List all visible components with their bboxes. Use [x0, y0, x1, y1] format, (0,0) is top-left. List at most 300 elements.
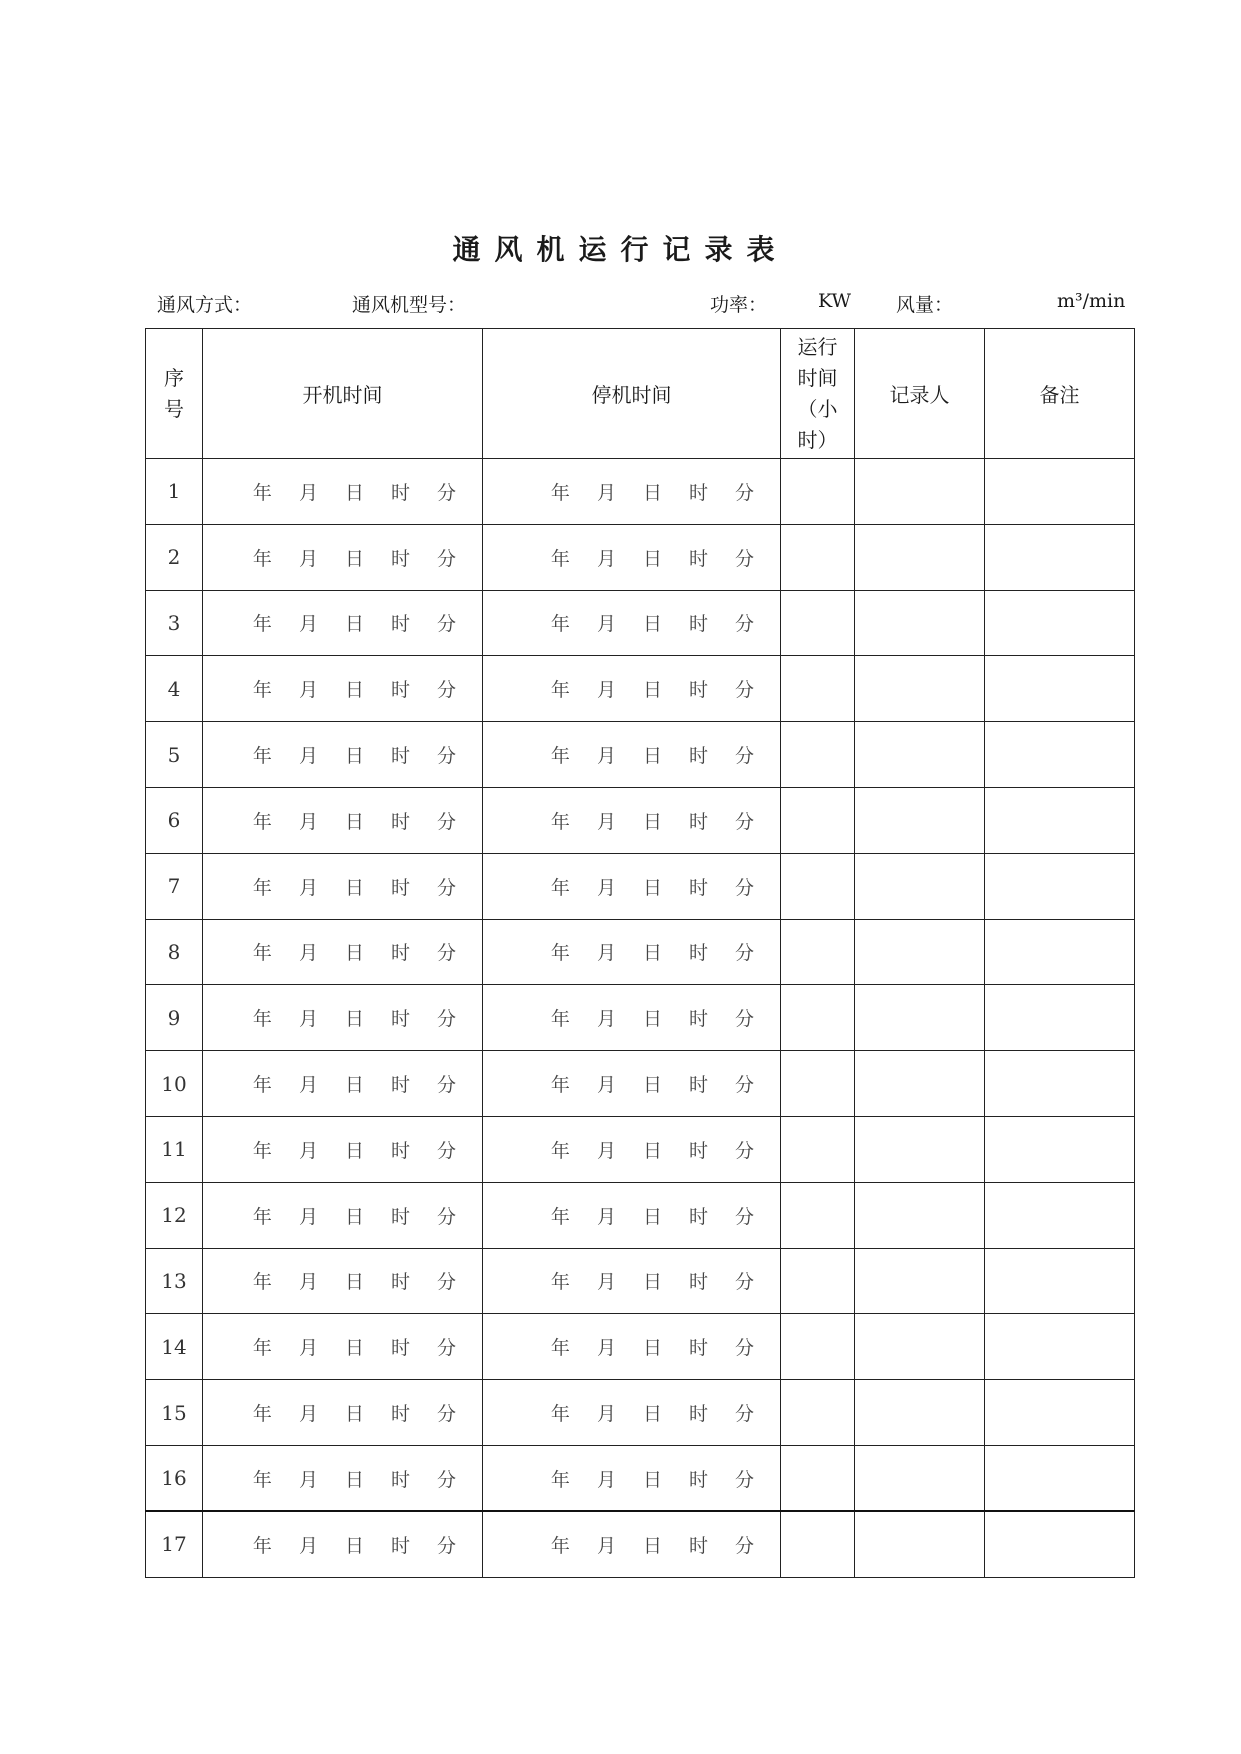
date-unit-label: 日	[344, 1403, 364, 1426]
date-unit-label: 时	[688, 1271, 708, 1294]
date-unit-label: 年	[550, 679, 570, 702]
date-unit-label: 分	[436, 1074, 456, 1097]
date-unit-label: 日	[344, 1271, 364, 1294]
recorder-cell[interactable]	[855, 1248, 985, 1314]
date-unit-label: 时	[390, 1008, 410, 1031]
run-time-cell[interactable]	[781, 459, 855, 525]
table-row	[146, 1116, 1135, 1182]
table-row	[146, 1511, 1135, 1577]
row-number: 15	[146, 1380, 203, 1446]
date-unit-label: 月	[298, 1403, 318, 1426]
date-unit-label: 分	[734, 1074, 754, 1097]
remarks-cell[interactable]	[985, 1314, 1135, 1380]
ventilation-method-label: 通风方式：	[157, 294, 253, 316]
date-unit-label: 月	[298, 613, 318, 636]
remarks-header: 备注	[985, 329, 1135, 459]
start-time-cell[interactable]	[203, 1511, 483, 1577]
recorder-cell[interactable]	[855, 1314, 985, 1380]
date-unit-label: 月	[596, 1271, 616, 1294]
remarks-cell[interactable]	[985, 722, 1135, 788]
date-unit-label: 时	[390, 1205, 410, 1228]
date-unit-label: 分	[734, 1468, 754, 1491]
date-unit-label: 分	[436, 1008, 456, 1031]
date-unit-label: 年	[252, 1271, 272, 1294]
stop-time-cell[interactable]	[483, 1511, 781, 1577]
run-time-cell[interactable]	[781, 1445, 855, 1511]
date-unit-label: 时	[688, 810, 708, 833]
date-unit-label: 时	[390, 1337, 410, 1360]
remarks-cell[interactable]	[985, 590, 1135, 656]
date-unit-label: 月	[596, 679, 616, 702]
date-unit-label: 分	[436, 1337, 456, 1360]
date-unit-label: 时	[390, 1534, 410, 1557]
remarks-cell[interactable]	[985, 919, 1135, 985]
row-number: 14	[146, 1314, 203, 1380]
run-time-cell[interactable]	[781, 524, 855, 590]
date-unit-label: 日	[642, 1403, 662, 1426]
start-time-cell[interactable]	[203, 1248, 483, 1314]
remarks-cell[interactable]	[985, 1248, 1135, 1314]
date-unit-label: 时	[688, 1468, 708, 1491]
start-time-cell[interactable]	[203, 985, 483, 1051]
date-unit-label: 年	[252, 1139, 272, 1162]
table-row	[146, 919, 1135, 985]
date-unit-label: 年	[550, 1337, 570, 1360]
start-time-cell[interactable]	[203, 656, 483, 722]
date-unit-label: 年	[252, 679, 272, 702]
run-time-cell[interactable]	[781, 1380, 855, 1446]
date-unit-label: 日	[642, 810, 662, 833]
date-unit-label: 日	[344, 745, 364, 768]
seq-header: 序 号	[146, 329, 203, 459]
date-unit-label: 年	[252, 547, 272, 570]
table-row	[146, 853, 1135, 919]
date-unit-label: 时	[390, 942, 410, 965]
date-unit-label: 时	[390, 1271, 410, 1294]
date-unit-label: 月	[298, 1074, 318, 1097]
date-unit-label: 分	[734, 876, 754, 899]
remarks-cell[interactable]	[985, 1051, 1135, 1117]
date-unit-label: 时	[688, 1337, 708, 1360]
stop-time-cell[interactable]	[483, 722, 781, 788]
date-unit-label: 时	[688, 1403, 708, 1426]
date-unit-label: 分	[436, 876, 456, 899]
run-time-cell[interactable]	[781, 985, 855, 1051]
run-time-cell[interactable]	[781, 1051, 855, 1117]
run-time-cell[interactable]	[781, 1182, 855, 1248]
date-unit-label: 年	[550, 613, 570, 636]
fan-model-label: 通风机型号：	[352, 294, 467, 316]
remarks-cell[interactable]	[985, 656, 1135, 722]
date-unit-label: 分	[734, 745, 754, 768]
date-unit-label: 月	[298, 1271, 318, 1294]
date-unit-label: 年	[550, 1534, 570, 1557]
date-unit-label: 分	[734, 1139, 754, 1162]
recorder-header: 记录人	[855, 329, 985, 459]
date-unit-label: 日	[344, 1074, 364, 1097]
date-unit-label: 日	[642, 1008, 662, 1031]
date-unit-label: 年	[252, 876, 272, 899]
date-unit-label: 年	[252, 942, 272, 965]
date-unit-label: 日	[642, 481, 662, 504]
stop-time-cell[interactable]	[483, 1116, 781, 1182]
date-unit-label: 月	[596, 1337, 616, 1360]
start-time-cell[interactable]	[203, 1380, 483, 1446]
start-time-cell[interactable]	[203, 524, 483, 590]
table-row	[146, 524, 1135, 590]
date-unit-label: 年	[252, 481, 272, 504]
date-unit-label: 年	[550, 876, 570, 899]
date-unit-label: 年	[252, 1008, 272, 1031]
table-row	[146, 787, 1135, 853]
date-unit-label: 月	[298, 1139, 318, 1162]
row-number: 17	[146, 1511, 203, 1577]
stop-time-cell[interactable]	[483, 1380, 781, 1446]
date-unit-label: 分	[436, 745, 456, 768]
date-unit-label: 分	[734, 1403, 754, 1426]
row-number: 12	[146, 1182, 203, 1248]
stop-time-cell[interactable]	[483, 919, 781, 985]
table-row	[146, 1314, 1135, 1380]
start-time-cell[interactable]	[203, 1051, 483, 1117]
date-unit-label: 分	[734, 810, 754, 833]
date-unit-label: 分	[436, 613, 456, 636]
recorder-cell[interactable]	[855, 985, 985, 1051]
remarks-cell[interactable]	[985, 1445, 1135, 1511]
recorder-cell[interactable]	[855, 1051, 985, 1117]
date-unit-label: 月	[298, 1008, 318, 1031]
stop-time-cell[interactable]	[483, 1314, 781, 1380]
table-row	[146, 1445, 1135, 1511]
date-unit-label: 时	[688, 745, 708, 768]
date-unit-label: 日	[344, 876, 364, 899]
date-unit-label: 日	[344, 1139, 364, 1162]
date-unit-label: 时	[688, 1074, 708, 1097]
run-time-cell[interactable]	[781, 1314, 855, 1380]
date-unit-label: 日	[344, 613, 364, 636]
date-unit-label: 时	[390, 1074, 410, 1097]
date-unit-label: 日	[642, 745, 662, 768]
date-unit-label: 年	[550, 1468, 570, 1491]
date-unit-label: 时	[390, 810, 410, 833]
row-number: 5	[146, 722, 203, 788]
date-unit-label: 分	[734, 1271, 754, 1294]
power-label: 功率：	[710, 294, 768, 316]
date-unit-label: 日	[642, 1074, 662, 1097]
date-unit-label: 月	[596, 613, 616, 636]
stop-time-header: 停机时间	[483, 329, 781, 459]
date-unit-label: 分	[436, 1468, 456, 1491]
date-unit-label: 月	[298, 1468, 318, 1491]
start-time-cell[interactable]	[203, 919, 483, 985]
date-unit-label: 日	[642, 1468, 662, 1491]
date-unit-label: 日	[642, 942, 662, 965]
date-unit-label: 日	[642, 547, 662, 570]
date-unit-label: 日	[344, 1468, 364, 1491]
stop-time-cell[interactable]	[483, 985, 781, 1051]
remarks-cell[interactable]	[985, 1511, 1135, 1577]
date-unit-label: 月	[298, 481, 318, 504]
date-unit-label: 日	[344, 547, 364, 570]
date-unit-label: 月	[298, 1534, 318, 1557]
date-unit-label: 年	[550, 1008, 570, 1031]
start-time-cell[interactable]	[203, 1116, 483, 1182]
date-unit-label: 日	[642, 1205, 662, 1228]
date-unit-label: 时	[390, 745, 410, 768]
date-unit-label: 年	[550, 1271, 570, 1294]
date-unit-label: 时	[390, 1403, 410, 1426]
recorder-cell[interactable]	[855, 853, 985, 919]
date-unit-label: 年	[550, 1139, 570, 1162]
date-unit-label: 时	[688, 679, 708, 702]
start-time-cell[interactable]	[203, 853, 483, 919]
date-unit-label: 月	[298, 1337, 318, 1360]
row-number: 10	[146, 1051, 203, 1117]
date-unit-label: 分	[436, 679, 456, 702]
start-time-cell[interactable]	[203, 787, 483, 853]
table-row	[146, 1380, 1135, 1446]
remarks-cell[interactable]	[985, 853, 1135, 919]
date-unit-label: 年	[252, 1403, 272, 1426]
date-unit-label: 时	[390, 1468, 410, 1491]
date-unit-label: 年	[550, 745, 570, 768]
stop-time-cell[interactable]	[483, 1445, 781, 1511]
start-time-header: 开机时间	[203, 329, 483, 459]
date-unit-label: 日	[344, 481, 364, 504]
stop-time-cell[interactable]	[483, 1182, 781, 1248]
stop-time-cell[interactable]	[483, 1248, 781, 1314]
date-unit-label: 月	[596, 1139, 616, 1162]
date-unit-label: 日	[642, 1534, 662, 1557]
date-unit-label: 月	[298, 745, 318, 768]
start-time-cell[interactable]	[203, 722, 483, 788]
stop-time-cell[interactable]	[483, 1051, 781, 1117]
date-unit-label: 年	[252, 1205, 272, 1228]
date-unit-label: 分	[734, 1534, 754, 1557]
run-time-cell[interactable]	[781, 590, 855, 656]
recorder-cell[interactable]	[855, 787, 985, 853]
date-unit-label: 年	[252, 613, 272, 636]
date-unit-label: 日	[344, 1205, 364, 1228]
recorder-cell[interactable]	[855, 459, 985, 525]
start-time-cell[interactable]	[203, 459, 483, 525]
date-unit-label: 时	[390, 876, 410, 899]
airflow-label: 风量：	[896, 294, 954, 316]
row-number: 4	[146, 656, 203, 722]
date-unit-label: 月	[596, 876, 616, 899]
row-number: 6	[146, 787, 203, 853]
date-unit-label: 年	[550, 481, 570, 504]
date-unit-label: 月	[596, 1403, 616, 1426]
run-time-cell[interactable]	[781, 1248, 855, 1314]
row-number: 9	[146, 985, 203, 1051]
date-unit-label: 日	[642, 1337, 662, 1360]
remarks-cell[interactable]	[985, 985, 1135, 1051]
date-unit-label: 日	[344, 810, 364, 833]
start-time-cell[interactable]	[203, 1182, 483, 1248]
date-unit-label: 分	[436, 1205, 456, 1228]
header-row	[146, 329, 1135, 459]
date-unit-label: 时	[688, 547, 708, 570]
stop-time-cell[interactable]	[483, 590, 781, 656]
date-unit-label: 月	[298, 810, 318, 833]
row-number: 13	[146, 1248, 203, 1314]
remarks-cell[interactable]	[985, 459, 1135, 525]
run-time-cell[interactable]	[781, 1116, 855, 1182]
remarks-cell[interactable]	[985, 1182, 1135, 1248]
date-unit-label: 年	[550, 810, 570, 833]
record-table	[145, 328, 1135, 1578]
date-unit-label: 时	[688, 1205, 708, 1228]
date-unit-label: 分	[436, 1139, 456, 1162]
date-unit-label: 月	[298, 1205, 318, 1228]
date-unit-label: 月	[596, 547, 616, 570]
date-unit-label: 年	[550, 547, 570, 570]
date-unit-label: 年	[252, 1468, 272, 1491]
date-unit-label: 时	[688, 876, 708, 899]
table-row	[146, 459, 1135, 525]
date-unit-label: 日	[344, 679, 364, 702]
date-unit-label: 日	[642, 613, 662, 636]
date-unit-label: 分	[436, 942, 456, 965]
run-time-cell[interactable]	[781, 656, 855, 722]
date-unit-label: 分	[436, 481, 456, 504]
date-unit-label: 年	[252, 1074, 272, 1097]
date-unit-label: 分	[436, 810, 456, 833]
date-unit-label: 分	[734, 679, 754, 702]
date-unit-label: 时	[688, 1139, 708, 1162]
row-number: 3	[146, 590, 203, 656]
date-unit-label: 分	[734, 942, 754, 965]
row-number: 7	[146, 853, 203, 919]
date-unit-label: 月	[596, 745, 616, 768]
start-time-cell[interactable]	[203, 590, 483, 656]
date-unit-label: 月	[596, 1205, 616, 1228]
remarks-cell[interactable]	[985, 1380, 1135, 1446]
stop-time-cell[interactable]	[483, 853, 781, 919]
stop-time-cell[interactable]	[483, 787, 781, 853]
date-unit-label: 月	[596, 942, 616, 965]
table-row	[146, 1248, 1135, 1314]
start-time-cell[interactable]	[203, 1445, 483, 1511]
run-time-cell[interactable]	[781, 722, 855, 788]
row-number: 1	[146, 459, 203, 525]
recorder-cell[interactable]	[855, 590, 985, 656]
recorder-cell[interactable]	[855, 722, 985, 788]
date-unit-label: 年	[252, 1534, 272, 1557]
row-number: 8	[146, 919, 203, 985]
run-time-cell[interactable]	[781, 1511, 855, 1577]
stop-time-cell[interactable]	[483, 459, 781, 525]
date-unit-label: 年	[252, 745, 272, 768]
table-row	[146, 985, 1135, 1051]
recorder-cell[interactable]	[855, 1116, 985, 1182]
run-time-cell[interactable]	[781, 787, 855, 853]
date-unit-label: 月	[298, 679, 318, 702]
date-unit-label: 分	[734, 547, 754, 570]
remarks-cell[interactable]	[985, 524, 1135, 590]
recorder-cell[interactable]	[855, 919, 985, 985]
date-unit-label: 月	[298, 942, 318, 965]
table-row	[146, 1051, 1135, 1117]
date-unit-label: 分	[436, 547, 456, 570]
stop-time-cell[interactable]	[483, 524, 781, 590]
date-unit-label: 日	[344, 1008, 364, 1031]
recorder-cell[interactable]	[855, 1380, 985, 1446]
date-unit-label: 时	[390, 481, 410, 504]
remarks-cell[interactable]	[985, 1116, 1135, 1182]
date-unit-label: 日	[344, 1337, 364, 1360]
date-unit-label: 分	[734, 1337, 754, 1360]
date-unit-label: 分	[734, 1008, 754, 1031]
recorder-cell[interactable]	[855, 1511, 985, 1577]
date-unit-label: 月	[596, 481, 616, 504]
date-unit-label: 分	[734, 481, 754, 504]
run-time-cell[interactable]	[781, 853, 855, 919]
date-unit-label: 年	[550, 942, 570, 965]
airflow-unit: m³/min	[1057, 290, 1126, 312]
date-unit-label: 日	[642, 679, 662, 702]
row-number: 2	[146, 524, 203, 590]
remarks-cell[interactable]	[985, 787, 1135, 853]
date-unit-label: 时	[688, 613, 708, 636]
date-unit-label: 年	[550, 1403, 570, 1426]
date-unit-label: 时	[688, 1008, 708, 1031]
date-unit-label: 月	[596, 1074, 616, 1097]
stop-time-cell[interactable]	[483, 656, 781, 722]
table-row	[146, 722, 1135, 788]
date-unit-label: 年	[550, 1205, 570, 1228]
date-unit-label: 时	[390, 547, 410, 570]
table-row	[146, 656, 1135, 722]
table-row	[146, 1182, 1135, 1248]
power-unit: KW	[818, 290, 852, 312]
date-unit-label: 年	[252, 810, 272, 833]
recorder-cell[interactable]	[855, 1445, 985, 1511]
date-unit-label: 时	[688, 481, 708, 504]
date-unit-label: 日	[344, 1534, 364, 1557]
form-title: 通风机运行记录表	[452, 233, 789, 266]
table-row	[146, 590, 1135, 656]
date-unit-label: 分	[436, 1271, 456, 1294]
date-unit-label: 分	[734, 1205, 754, 1228]
date-unit-label: 日	[344, 942, 364, 965]
recorder-cell[interactable]	[855, 1182, 985, 1248]
date-unit-label: 月	[596, 1008, 616, 1031]
date-unit-label: 日	[642, 1271, 662, 1294]
date-unit-label: 月	[596, 1468, 616, 1491]
date-unit-label: 分	[436, 1403, 456, 1426]
date-unit-label: 年	[550, 1074, 570, 1097]
run-time-cell[interactable]	[781, 919, 855, 985]
date-unit-label: 日	[642, 1139, 662, 1162]
recorder-cell[interactable]	[855, 524, 985, 590]
recorder-cell[interactable]	[855, 656, 985, 722]
date-unit-label: 时	[688, 942, 708, 965]
date-unit-label: 分	[436, 1534, 456, 1557]
row-number: 16	[146, 1445, 203, 1511]
date-unit-label: 时	[390, 679, 410, 702]
start-time-cell[interactable]	[203, 1314, 483, 1380]
date-unit-label: 时	[688, 1534, 708, 1557]
date-unit-label: 年	[252, 1337, 272, 1360]
date-unit-label: 月	[298, 547, 318, 570]
date-unit-label: 时	[390, 613, 410, 636]
date-unit-label: 分	[734, 613, 754, 636]
row-number: 11	[146, 1116, 203, 1182]
date-unit-label: 月	[298, 876, 318, 899]
date-unit-label: 时	[390, 1139, 410, 1162]
